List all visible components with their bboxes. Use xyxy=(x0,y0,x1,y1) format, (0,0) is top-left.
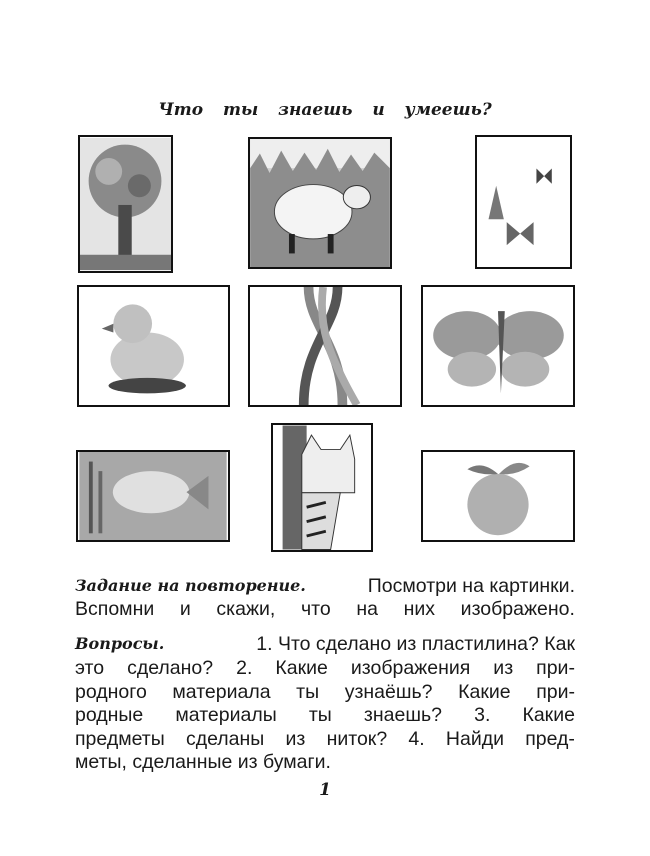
word: при- xyxy=(536,657,575,679)
word: изображения xyxy=(350,657,471,679)
picture-thread-butterflies xyxy=(475,135,572,269)
questions-line-4 xyxy=(75,703,575,727)
word: Какие xyxy=(275,657,328,679)
questions-line-1 xyxy=(75,632,575,656)
word: предметы xyxy=(75,728,165,750)
word: родного xyxy=(75,681,147,703)
picture-plasticine-sheep xyxy=(248,137,392,269)
word: 3. xyxy=(474,704,491,726)
questions-line-3 xyxy=(75,680,575,704)
word: родные xyxy=(75,704,144,726)
task-line-2 xyxy=(75,597,575,621)
word: них xyxy=(403,598,436,620)
task-line-1 xyxy=(75,574,575,598)
word: и xyxy=(179,598,191,620)
picture-tree-mosaic xyxy=(78,135,173,273)
questions-lead: Вопросы. xyxy=(75,634,165,653)
task-text-1: Посмотри на картинки. xyxy=(367,575,575,597)
word: пред- xyxy=(525,728,575,750)
word: что xyxy=(300,598,331,620)
word: Какие xyxy=(458,681,511,703)
word: ты xyxy=(308,704,332,726)
word: узнаёшь? xyxy=(344,681,433,703)
page-number: 1 xyxy=(319,780,331,800)
page-title: Что ты знаешь и умеешь? xyxy=(158,100,492,120)
word: это xyxy=(75,657,105,679)
word: ниток? xyxy=(326,728,388,750)
picture-paper-apple xyxy=(421,450,575,542)
picture-fish-mosaic xyxy=(76,450,230,542)
word: сделаны xyxy=(185,728,265,750)
questions-text-1: 1. Что сделано из пластилина? Как xyxy=(256,633,575,655)
word: Вспомни xyxy=(75,598,155,620)
word: при- xyxy=(536,681,575,703)
word: материала xyxy=(172,681,271,703)
word: из xyxy=(285,728,306,750)
word: знаешь? xyxy=(363,704,442,726)
word: 4. xyxy=(408,728,425,750)
picture-thread-braid xyxy=(248,285,402,407)
questions-line-5 xyxy=(75,727,575,751)
word: Какие xyxy=(522,704,575,726)
word: 2. xyxy=(236,657,253,679)
task-lead: Задание на повторение. xyxy=(75,576,306,595)
word: из xyxy=(493,657,514,679)
word: Найди xyxy=(445,728,504,750)
word: сделано? xyxy=(127,657,214,679)
word: материалы xyxy=(175,704,277,726)
word: на xyxy=(356,598,378,620)
picture-plasticine-chick xyxy=(77,285,230,407)
picture-paper-cat xyxy=(271,423,373,552)
word: скажи, xyxy=(216,598,276,620)
picture-leaf-butterfly xyxy=(421,285,575,407)
word: изображено. xyxy=(460,598,575,620)
word: ты xyxy=(296,681,320,703)
questions-line-6: меты, сделанные из бумаги. xyxy=(75,751,331,773)
questions-line-2 xyxy=(75,656,575,680)
